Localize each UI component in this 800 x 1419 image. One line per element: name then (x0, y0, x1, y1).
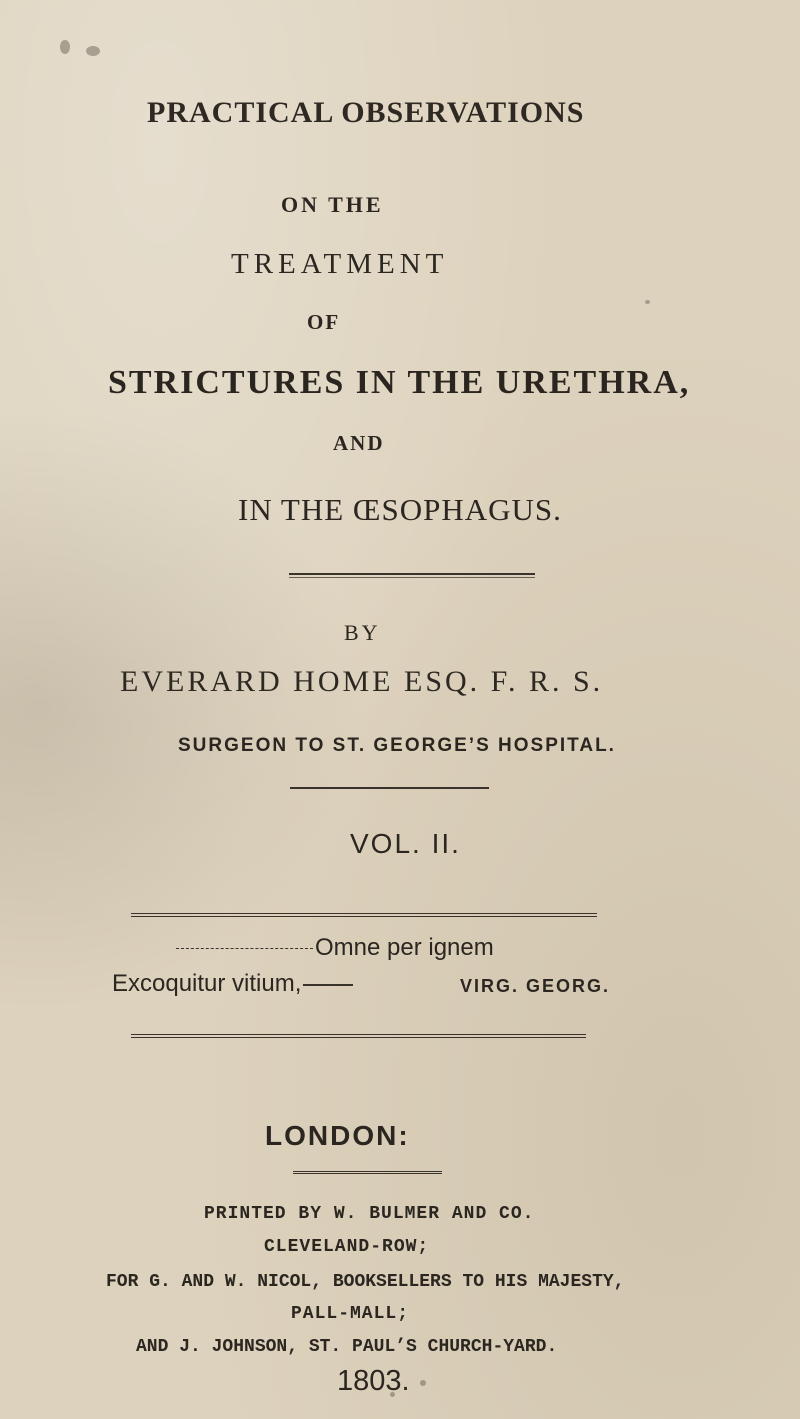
paper-stain (420, 1380, 426, 1386)
imprint-year: 1803. (337, 1365, 410, 1397)
title-line-strictures: STRICTURES IN THE URETHRA, (108, 364, 691, 401)
title-line-on-the: ON THE (281, 192, 384, 217)
volume-number: VOL. II. (350, 828, 461, 859)
title-line-treatment: TREATMENT (231, 248, 449, 280)
epigraph-dash (176, 948, 313, 949)
title-line-of: OF (307, 310, 341, 334)
imprint-copublisher: AND J. JOHNSON, ST. PAUL’S CHURCH-YARD. (136, 1337, 558, 1357)
epigraph-line-2 (112, 970, 353, 998)
epigraph-attribution: VIRG. GEORG. (460, 976, 611, 996)
epigraph-dash (303, 984, 353, 986)
imprint-publisher: FOR G. AND W. NICOL, BOOKSELLERS TO HIS MAJESTY, (106, 1272, 625, 1292)
divider-rule (289, 573, 535, 575)
imprint-printer: PRINTED BY W. BULMER AND CO. (204, 1204, 535, 1224)
title-line-and: AND (333, 431, 385, 455)
paper-stain (645, 300, 650, 304)
divider-rule (290, 787, 489, 789)
imprint-printer-address: CLEVELAND-ROW; (264, 1237, 430, 1257)
author-by: BY (344, 620, 381, 645)
epigraph-text-2: Excoquitur vitium, (112, 970, 302, 997)
author-position: SURGEON TO ST. GEORGE’S HOSPITAL. (178, 735, 616, 756)
epigraph-line-1 (176, 934, 494, 962)
title-line-oesophagus: IN THE ŒSOPHAGUS. (238, 492, 562, 527)
double-rule (131, 913, 597, 917)
imprint-city: LONDON: (265, 1120, 410, 1151)
author-name: EVERARD HOME ESQ. F. R. S. (120, 665, 604, 698)
title-line-practical-observations: PRACTICAL OBSERVATIONS (147, 96, 585, 129)
epigraph-text-1: Omne per ignem (315, 934, 494, 961)
paper-stain (390, 1392, 395, 1397)
double-rule (131, 1034, 586, 1038)
imprint-publisher-address: PALL-MALL; (291, 1304, 410, 1324)
paper-stain (86, 46, 100, 56)
divider-rule-thin (289, 577, 535, 578)
double-rule (293, 1171, 442, 1174)
paper-stain (60, 40, 70, 54)
